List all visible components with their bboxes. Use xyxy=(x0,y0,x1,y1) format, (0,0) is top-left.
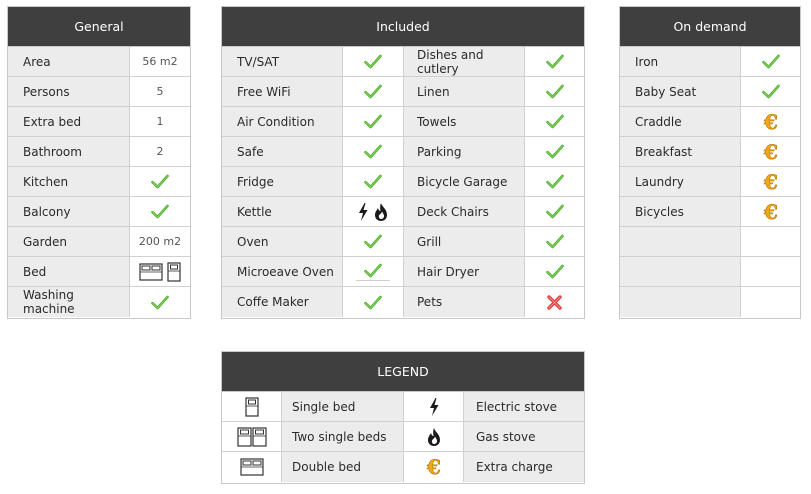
gas-stove-icon xyxy=(373,202,389,222)
row-label: Bed xyxy=(8,257,130,286)
row-value xyxy=(130,167,190,196)
legend-icon-cell xyxy=(222,422,282,451)
legend-rows xyxy=(222,392,584,482)
row-label: Craddle xyxy=(620,107,741,136)
table-row xyxy=(8,107,190,137)
table-row xyxy=(620,137,800,167)
included-rows xyxy=(222,47,584,317)
row-value: 1 xyxy=(130,107,190,136)
row-value xyxy=(343,137,404,166)
table-row xyxy=(8,287,190,317)
legend-row xyxy=(222,452,584,482)
check-icon xyxy=(546,144,564,159)
table-row xyxy=(8,197,190,227)
row-label: Coffe Maker xyxy=(222,287,343,317)
row-value xyxy=(741,77,800,106)
row-value xyxy=(525,137,584,166)
check-icon xyxy=(356,263,390,281)
single-bed-icon xyxy=(167,262,181,282)
table-row xyxy=(8,257,190,287)
table-row xyxy=(620,257,800,287)
table-row xyxy=(620,167,800,197)
table-row xyxy=(620,287,800,317)
check-icon xyxy=(151,204,169,219)
row-value: 5 xyxy=(130,77,190,106)
row-value xyxy=(741,137,800,166)
two-single-beds-icon xyxy=(237,427,267,447)
check-icon xyxy=(151,174,169,189)
row-value xyxy=(525,107,584,136)
row-value xyxy=(130,287,190,317)
legend-label: Gas stove xyxy=(464,422,584,451)
row-label: Dishes and cutlery xyxy=(404,47,525,76)
row-value xyxy=(741,197,800,226)
legend-label: Extra charge xyxy=(464,452,584,482)
table-row xyxy=(8,77,190,107)
row-label: Grill xyxy=(404,227,525,256)
check-icon xyxy=(364,114,382,129)
check-icon xyxy=(546,54,564,69)
row-label: Free WiFi xyxy=(222,77,343,106)
row-label xyxy=(620,227,741,256)
row-value: 200 m2 xyxy=(130,227,190,256)
check-icon xyxy=(364,295,382,310)
double-bed-icon xyxy=(139,263,163,281)
row-label xyxy=(620,257,741,286)
row-label: Baby Seat xyxy=(620,77,741,106)
table-row xyxy=(222,107,584,137)
euro-icon xyxy=(762,171,780,193)
row-value: 56 m2 xyxy=(130,47,190,76)
svg-text:€: € xyxy=(426,456,441,478)
row-label: Safe xyxy=(222,137,343,166)
legend-row xyxy=(222,422,584,452)
euro-icon xyxy=(762,141,780,163)
row-label: Balcony xyxy=(8,197,130,226)
svg-text:€: € xyxy=(763,170,778,193)
row-value xyxy=(741,47,800,76)
row-label: Laundry xyxy=(620,167,741,196)
included-header: Included xyxy=(222,7,584,47)
row-label: Extra bed xyxy=(8,107,130,136)
check-icon xyxy=(546,174,564,189)
electric-stove-icon xyxy=(357,202,369,222)
row-value xyxy=(741,167,800,196)
row-label: Kettle xyxy=(222,197,343,226)
legend-label: Double bed xyxy=(282,452,404,482)
row-label: Iron xyxy=(620,47,741,76)
general-table xyxy=(7,6,191,319)
general-header: General xyxy=(8,7,190,47)
legend-icon-cell xyxy=(222,392,282,421)
general-rows xyxy=(8,47,190,317)
legend-label: Single bed xyxy=(282,392,404,421)
row-value xyxy=(343,257,404,286)
row-label: Microeave Oven xyxy=(222,257,343,286)
row-label: Pets xyxy=(404,287,525,317)
table-row xyxy=(8,47,190,77)
check-icon xyxy=(546,264,564,279)
row-label: Deck Chairs xyxy=(404,197,525,226)
cross-icon xyxy=(546,294,563,311)
table-row xyxy=(222,47,584,77)
check-icon xyxy=(762,84,780,99)
check-icon xyxy=(364,54,382,69)
euro-icon xyxy=(425,456,443,478)
row-value xyxy=(130,197,190,226)
double-bed-icon xyxy=(240,458,264,476)
row-label: Breakfast xyxy=(620,137,741,166)
row-value xyxy=(525,287,584,317)
check-icon xyxy=(151,295,169,310)
table-row xyxy=(620,107,800,137)
row-label: Kitchen xyxy=(8,167,130,196)
check-icon xyxy=(546,234,564,249)
table-row xyxy=(8,137,190,167)
row-value: 2 xyxy=(130,137,190,166)
legend-label: Two single beds xyxy=(282,422,404,451)
table-row xyxy=(222,227,584,257)
row-label: Bicycles xyxy=(620,197,741,226)
table-row xyxy=(8,227,190,257)
check-icon xyxy=(364,234,382,249)
legend-icon-cell xyxy=(404,422,464,451)
row-value xyxy=(525,197,584,226)
row-value xyxy=(343,197,404,226)
table-row xyxy=(222,197,584,227)
check-icon xyxy=(546,84,564,99)
row-label xyxy=(620,287,741,317)
row-label: Bicycle Garage xyxy=(404,167,525,196)
table-row xyxy=(620,197,800,227)
check-icon xyxy=(546,114,564,129)
table-row xyxy=(620,77,800,107)
row-value xyxy=(343,227,404,256)
single-bed-icon xyxy=(245,397,259,417)
row-label: Parking xyxy=(404,137,525,166)
legend-icon-cell xyxy=(404,452,464,482)
row-label: Washing machine xyxy=(8,287,130,317)
row-label: TV/SAT xyxy=(222,47,343,76)
table-row xyxy=(222,137,584,167)
row-value xyxy=(741,287,800,317)
euro-icon xyxy=(762,111,780,133)
row-value xyxy=(343,77,404,106)
row-label: Persons xyxy=(8,77,130,106)
check-icon xyxy=(546,204,564,219)
row-label: Area xyxy=(8,47,130,76)
row-label: Linen xyxy=(404,77,525,106)
row-label: Towels xyxy=(404,107,525,136)
row-value xyxy=(525,257,584,286)
row-label: Bathroom xyxy=(8,137,130,166)
row-value xyxy=(525,77,584,106)
legend-row xyxy=(222,392,584,422)
row-value xyxy=(741,257,800,286)
row-label: Air Condition xyxy=(222,107,343,136)
electric-stove-icon xyxy=(428,397,440,417)
check-icon xyxy=(364,174,382,189)
table-row xyxy=(8,167,190,197)
table-row xyxy=(222,257,584,287)
on-demand-table xyxy=(619,6,801,319)
table-row xyxy=(222,287,584,317)
row-value xyxy=(741,107,800,136)
legend-table xyxy=(221,351,585,484)
legend-header: LEGEND xyxy=(222,352,584,392)
row-value xyxy=(343,47,404,76)
row-value xyxy=(130,257,190,286)
check-icon xyxy=(762,54,780,69)
row-value xyxy=(343,107,404,136)
included-table xyxy=(221,6,585,319)
table-row xyxy=(222,77,584,107)
legend-icon-cell xyxy=(222,452,282,482)
check-icon xyxy=(364,144,382,159)
gas-stove-icon xyxy=(426,427,442,447)
row-label: Oven xyxy=(222,227,343,256)
legend-label: Electric stove xyxy=(464,392,584,421)
row-label: Garden xyxy=(8,227,130,256)
row-value xyxy=(741,227,800,256)
row-value xyxy=(525,47,584,76)
row-label: Hair Dryer xyxy=(404,257,525,286)
on-demand-header: On demand xyxy=(620,7,800,47)
svg-text:€: € xyxy=(763,110,778,133)
row-value xyxy=(343,167,404,196)
on-demand-rows xyxy=(620,47,800,317)
check-icon xyxy=(364,84,382,99)
row-value xyxy=(525,167,584,196)
table-row xyxy=(222,167,584,197)
table-row xyxy=(620,227,800,257)
row-label: Fridge xyxy=(222,167,343,196)
svg-text:€: € xyxy=(763,200,778,223)
row-value xyxy=(525,227,584,256)
euro-icon xyxy=(762,201,780,223)
svg-text:€: € xyxy=(763,140,778,163)
row-value xyxy=(343,287,404,317)
table-row xyxy=(620,47,800,77)
legend-icon-cell xyxy=(404,392,464,421)
